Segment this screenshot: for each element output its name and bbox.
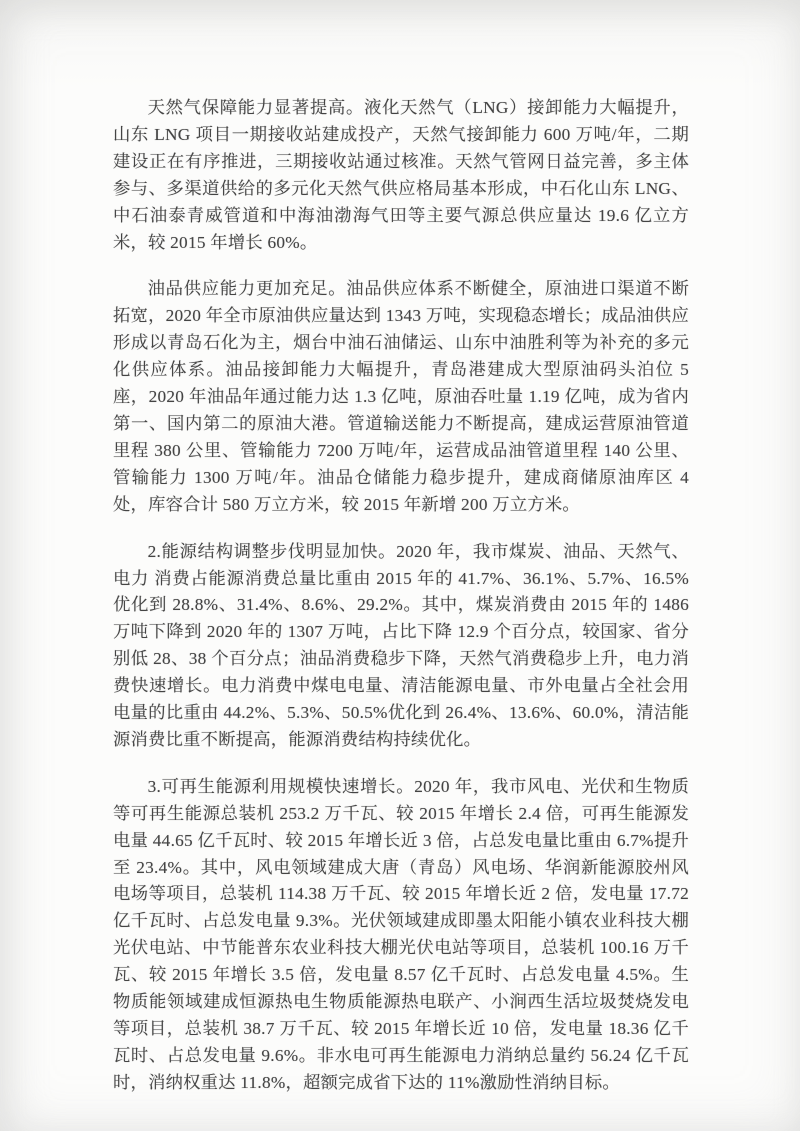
paragraph-gas-supply: 天然气保障能力显著提高。液化天然气（LNG）接卸能力大幅提升，山东 LNG 项目一期接收站建成投产，天然气接卸能力 600 万吨/年，二期建设正在有序推进，三期接收站通过核准。天然气管网日益完善，多主体参与、多渠道供给的多元化天然气供应格局基本形成，中石化山东 LNG、中石油泰青威管道和中海油渤海气田等主要气源总供应量达 19.6 亿立方米，较 2015 年增长 60%。 bbox=[113, 98, 689, 252]
document-body bbox=[113, 95, 689, 1117]
paragraph-renewable-energy: 3.可再生能源利用规模快速增长。2020 年，我市风电、光伏和生物质等可再生能源总装机 253.2 万千瓦、较 2015 年增长 2.4 倍，可再生能源发电量 44.65 亿千瓦时、较 2015 年增长近 3 倍，占总发电量比重由 6.7%提升至 23.4%。其中，风电领域建成大唐（青岛）风电场、华润新能源胶州风电场等项目，总装机 114.38 万千瓦、较 2015 年增长近 2 倍，发电量 17.72 亿千瓦时、占总发电量 9.3%。光伏领域建成即墨太阳能小镇农业科技大棚光伏电站、中节能普东农业科技大棚光伏电站等项目，总装机 100.16 万千瓦、较 2015 年增长 3.5 倍，发电量 8.57 亿千瓦时、占总发电量 4.5%。生物质能领域建成恒源热电生物质能源热电联产、小涧西生活垃圾焚烧发电等项目，总装机 38.7 万千瓦、较 2015 年增长近 10 倍，发电量 18.36 亿千瓦时、占总发电量 9.6%。非水电可再生能源电力消纳总量约 56.24 亿千瓦时，消纳权重达 11.8%，超额完成省下达的 11%激励性消纳目标。 bbox=[113, 776, 689, 1092]
paragraph-oil-supply: 油品供应能力更加充足。油品供应体系不断健全，原油进口渠道不断拓宽，2020 年全市原油供应量达到 1343 万吨，实现稳态增长；成品油供应形成以青岛石化为主，烟台中油石油储运、山东中油胜利等为补充的多元化供应体系。油品接卸能力大幅提升，青岛港建成大型原油码头泊位 5 座，2020 年油品年通过能力达 1.3 亿吨，原油吞吐量 1.19 亿吨，成为省内第一、国内第二的原油大港。管道输送能力不断提高，建成运营原油管道里程 380 公里、管输能力 7200 万吨/年，运营成品油管道里程 140 公里、管输能力 1300 万吨/年。油品仓储能力稳步提升，建成商储原油库区 4 处，库容合计 580 万立方米，较 2015 年新增 200 万立方米。 bbox=[113, 279, 689, 514]
paragraph-energy-structure: 2.能源结构调整步伐明显加快。2020 年，我市煤炭、油品、天然气、电力 消费占能源消费总量比重由 2015 年的 41.7%、36.1%、5.7%、16.5%优化到 28.8%、31.4%、8.6%、29.2%。其中，煤炭消费由 2015 年的 1486 万吨下降到 2020 年的 1307 万吨，占比下降 12.9 个百分点，较国家、省分别低 28、38 个百分点；油品消费稳步下降，天然气消费稳步上升，电力消费快速增长。电力消费中煤电电量、清洁能源电量、市外电量占全社会用电量的比重由 44.2%、5.3%、50.5%优化到 26.4%、13.6%、60.0%，清洁能源消费比重不断提高，能源消费结构持续优化。 bbox=[113, 541, 689, 749]
